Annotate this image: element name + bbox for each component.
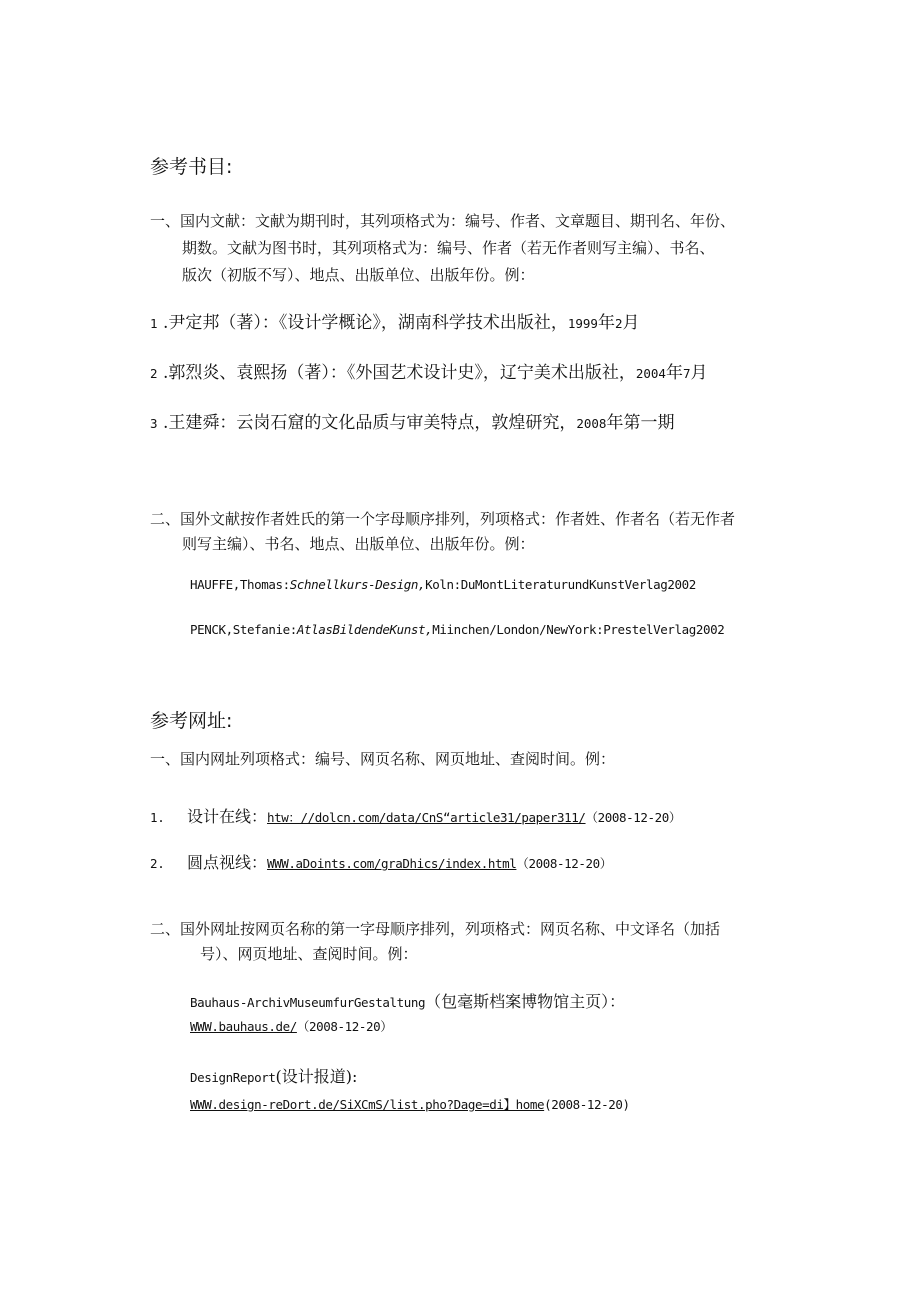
entry-date: （2008-12-20） (516, 856, 612, 871)
entry-title: Schnellkurs-Design, (289, 577, 426, 592)
foreign-book-entry-1 (190, 577, 696, 592)
journal-entry-3 (150, 408, 674, 433)
entry-year: 2004 (635, 366, 666, 381)
entry-number: 1 (150, 316, 158, 331)
foreign-web-rule-line2: 号）、网页地址、查阅时间。例： (200, 945, 418, 963)
entry-chinese-name: (设计报道): (275, 1067, 358, 1086)
entry-author: HAUFFE,Thomas: (190, 577, 290, 592)
foreign-book-entry-2 (190, 622, 724, 637)
entry-year-suffix: 年 (597, 313, 615, 333)
entry-site-name: 圆点视线： (187, 853, 268, 872)
domestic-lit-rule-line1: 一、国内文献：文献为期刊时，其列项格式为：编号、作者、文章题目、期刊名、年份、 (150, 212, 736, 230)
foreign-lit-rule-line2: 则写主编）、书名、地点、出版单位、出版年份。例： (182, 535, 535, 553)
entry-publisher: Koln:DuMontLiteraturundKunstVerlag2002 (425, 577, 696, 592)
entry-url-link[interactable]: WWW.aDoints.com/graDhics/index.html (267, 856, 517, 871)
websites-heading: 参考网址: (150, 710, 233, 732)
entry-number: 2 (150, 366, 158, 381)
book-entry-2 (150, 358, 707, 383)
foreign-lit-rule-line1: 二、国外文献按作者姓氏的第一个字母顺序排列，列项格式：作者姓、作者名（若无作者 (150, 510, 736, 528)
entry-publisher: Miinchen/London/NewYork:PrestelVerlag2002 (432, 622, 725, 637)
entry-text: .王建舜：云岗石窟的文化品质与审美特点，敦煌研究， (162, 413, 577, 433)
entry-url-link[interactable]: WWW.bauhaus.de/ (190, 1019, 297, 1034)
foreign-web-entry-2-url (190, 1094, 630, 1113)
entry-date: (2008-12-20) (544, 1097, 630, 1112)
book-entry-1 (150, 308, 639, 333)
entry-date: （2008-12-20） (296, 1019, 393, 1034)
entry-month-suffix: 月 (622, 313, 640, 333)
domestic-web-rule: 一、国内网址列项格式：编号、网页名称、网页地址、查阅时间。例： (150, 750, 616, 768)
entry-text: .郭烈炎、袁熙扬（著）：《外国艺术设计史》，辽宁美术出版社， (162, 363, 636, 383)
entry-month: 7 (682, 366, 691, 381)
entry-month-suffix: 月 (690, 363, 708, 383)
entry-chinese-name: （包毫斯档案博物馆主页）： (425, 992, 626, 1011)
entry-number: 1. (150, 810, 165, 825)
entry-number: 2. (150, 856, 165, 871)
domestic-lit-rule-line2: 期数。文献为图书时，其列项格式为：编号、作者（若无作者则写主编）、书名、 (182, 239, 715, 257)
entry-site-name: Bauhaus-ArchivMuseumfurGestaltung (190, 995, 426, 1010)
entry-month: 2 (614, 316, 623, 331)
entry-year: 1999 (567, 316, 598, 331)
entry-text: .尹定邦（著）：《设计学概论》，湖南科学技术出版社， (162, 313, 568, 333)
bibliography-heading: 参考书目: (150, 156, 233, 178)
foreign-web-entry-1-url (190, 1016, 392, 1035)
foreign-web-rule-line1: 二、国外网址按网页名称的第一字母顺序排列，列项格式：网页名称、中文译名（加括 (150, 920, 721, 938)
foreign-web-entry-2-name (190, 1064, 357, 1087)
entry-year: 2008 (576, 416, 607, 431)
entry-site-name: 设计在线： (187, 807, 268, 826)
domestic-lit-rule-line3: 版次（初版不写）、地点、出版单位、出版年份。例： (182, 266, 535, 284)
foreign-web-entry-1-name (190, 989, 625, 1012)
entry-url-link[interactable]: WWW.design-reDort.de/SiXCmS/list.pho?Dage=di】home (190, 1097, 545, 1112)
entry-title: AtlasBildendeKunst, (296, 622, 433, 637)
entry-site-name: DesignReport (190, 1070, 276, 1085)
entry-author: PENCK,Stefanie: (190, 622, 297, 637)
entry-year-suffix: 年第一期 (606, 413, 675, 433)
entry-url-link[interactable]: htw：//dolcn.com/data/CnS“article31/paper311/ (267, 810, 586, 825)
web-entry-1 (150, 804, 681, 827)
entry-number: 3 (150, 416, 158, 431)
web-entry-2 (150, 850, 612, 873)
entry-date: （2008-12-20） (585, 810, 681, 825)
entry-year-suffix: 年 (665, 363, 683, 383)
